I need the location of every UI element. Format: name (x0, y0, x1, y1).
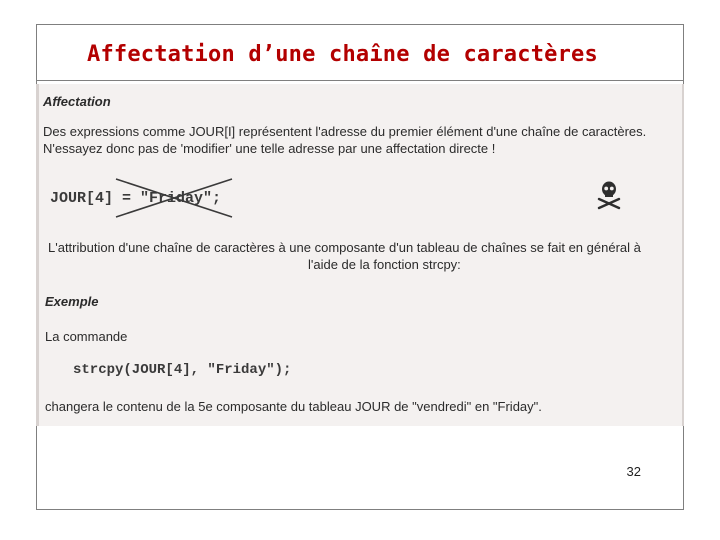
skull-crossbones-icon (596, 180, 622, 210)
result-line: changera le contenu de la 5e composante du tableau JOUR de "vendredi" en "Friday". (45, 399, 542, 414)
scanned-text-image (36, 84, 684, 426)
scan-edge-right (682, 84, 684, 426)
title-bar (37, 25, 683, 81)
example-intro: La commande (45, 329, 128, 344)
explain-line-2: l'aide de la fonction strcpy: (308, 257, 461, 272)
section-heading: Affectation (43, 94, 111, 109)
slide-title: Affectation d’une chaîne de caractères (87, 42, 598, 67)
invalid-assignment-code: JOUR[4] = "Friday"; (50, 190, 222, 207)
strcpy-code: strcpy(JOUR[4], "Friday"); (73, 362, 292, 378)
explain-line-1: L'attribution d'une chaîne de caractères à une composante d'un tableau de chaînes se fait en général à (48, 240, 641, 255)
page-number: 32 (626, 464, 641, 479)
intro-line-2: N'essayez donc pas de 'modifier' une telle adresse par une affectation directe ! (43, 141, 496, 156)
scan-edge-left (36, 84, 39, 426)
intro-line-1: Des expressions comme JOUR[I] représentent l'adresse du premier élément d'une chaîne de caractères. (43, 124, 647, 139)
strike-cross-icon (114, 177, 234, 219)
example-heading: Exemple (45, 294, 99, 309)
